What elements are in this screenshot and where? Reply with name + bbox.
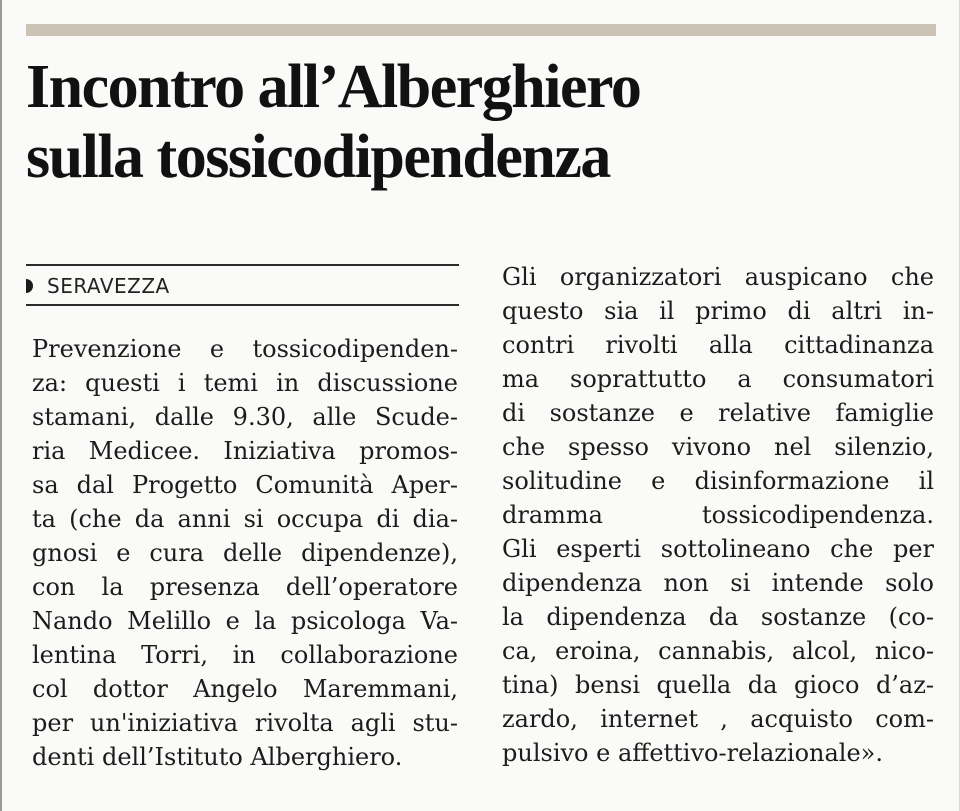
text-line: che spesso vivono nel silenzio, <box>502 433 934 461</box>
text-line: Prevenzione e tossicodipenden- <box>32 335 458 363</box>
text-line: per un'iniziativa rivolta agli stu- <box>32 709 458 737</box>
text-line: solitudine e disinformazione il <box>502 467 934 495</box>
text-line: Gli organizzatori auspicano che <box>502 263 934 291</box>
text-line: Gli esperti sottolineano che per <box>502 535 934 563</box>
half-circle-bullet-icon <box>26 279 33 293</box>
text-line: la dipendenza da sostanze (co- <box>502 603 934 631</box>
text-line: zardo, internet , acquisto com- <box>502 705 934 733</box>
text-line: ca, eroina, cannabis, alcol, nico- <box>502 637 934 665</box>
headline-line: Incontro all’Alberghiero <box>26 53 641 121</box>
text-line: di sostanze e relative famiglie <box>502 399 934 427</box>
text-line: dramma tossicodipendenza. <box>502 501 934 529</box>
text-line: Nando Melillo e la psicologa Va- <box>32 607 458 635</box>
headline <box>26 52 936 192</box>
text-line: pulsivo e affettivo-relazionale». <box>502 739 883 767</box>
text-line: gnosi e cura delle dipendenze), <box>32 539 458 567</box>
body-column-right <box>502 260 934 770</box>
text-line: ma soprattutto a consumatori <box>502 365 934 393</box>
text-line: sa dal Progetto Comunità Aper- <box>32 471 458 499</box>
text-line: tina) bensi quella da gioco d’az- <box>502 671 934 699</box>
text-line: denti dell’Istituto Alberghiero. <box>32 743 403 771</box>
text-line: contri rivolti alla cittadinanza <box>502 331 934 359</box>
text-line: con la presenza dell’operatore <box>32 573 458 601</box>
text-line: dipendenza non si intende solo <box>502 569 934 597</box>
kicker-label: SERAVEZZA <box>47 274 170 298</box>
kicker-rule-top <box>26 264 459 266</box>
kicker-rule-bottom <box>26 304 459 306</box>
text-line: col dottor Angelo Maremmani, <box>32 675 458 703</box>
body-column-left <box>32 332 458 774</box>
kicker <box>26 272 170 300</box>
text-line: ria Medicee. Iniziativa promos- <box>32 437 458 465</box>
text-line: stamani, dalle 9.30, alle Scude- <box>32 403 458 431</box>
header-band <box>26 24 936 36</box>
text-line: ta (che da anni si occupa di dia- <box>32 505 458 533</box>
text-line: lentina Torri, in collaborazione <box>32 641 458 669</box>
text-line: questo sia il primo di altri in- <box>502 297 934 325</box>
headline-line: sulla tossicodipendenza <box>26 123 610 191</box>
text-line: za: questi i temi in discussione <box>32 369 458 397</box>
